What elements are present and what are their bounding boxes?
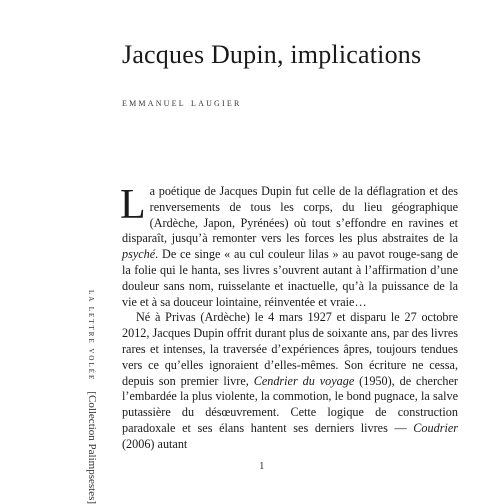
paragraph-2	[122, 310, 458, 452]
paragraph-2-emphasis-1: Cendrier du voyage	[253, 373, 355, 388]
article-title: Jacques Dupin, implications	[122, 40, 422, 69]
paragraph-2-text-a: Né à Privas (Ardèche) le 4 mars 1927 et disparu le 27 octobre 2012, Jacques Dupin offrit durant plus de soixante ans, par des livres rares et intenses, la traversée d’expériences âpres, toujours tendues vers ce qu’elles ignoraient d’elles-mêmes. Son écriture ne cessa, depuis son premier livre,	[122, 310, 458, 388]
article-body	[122, 184, 458, 453]
paragraph-2-text-c: (2006) autant	[122, 436, 188, 451]
paragraph-1-text-b: . De ce singe « au cul couleur lilas » au pavot rouge-sang de la folie qui le hanta, ses livres s’ouvrent autant à l’affirmation d’une douleur sans nom, ruisselante et inactuelle, qu’à la puissance de la vie et à sa douceur lointaine, réinventée et vraie…	[122, 247, 458, 309]
paragraph-1-emphasis: psyché	[122, 247, 156, 262]
paragraph-2-text-b: (1950), de chercher l’embardée la plus violente, la commotion, le bond pugnace, la salve putassière du désœuvrement. Cette logique de construction paradoxale et ses élans hantent ses derniers livres —	[122, 373, 458, 435]
paragraph-1-text-a: a poétique de Jacques Dupin fut celle de la déflagration et des renversements de tous les corps, du lieu géographique (Ardèche, Japon, Pyrénées) où tout s’effondre en ravines et disparaît, jusqu’à remonter vers les forces les plus abstraites de la	[122, 184, 458, 246]
drop-cap: L	[120, 182, 146, 228]
journal-name: LA LETTRE VOLÉE	[87, 290, 95, 382]
paragraph-1	[122, 184, 458, 310]
collection-name: [Collection Palimpsestes]	[86, 391, 98, 504]
page-number: 1	[259, 460, 265, 472]
side-margin-label	[86, 290, 100, 504]
paragraph-2-emphasis-2: Coudrier	[413, 420, 458, 435]
author-name: emmanuel laugier	[122, 95, 242, 109]
side-label-rotated	[86, 290, 98, 504]
